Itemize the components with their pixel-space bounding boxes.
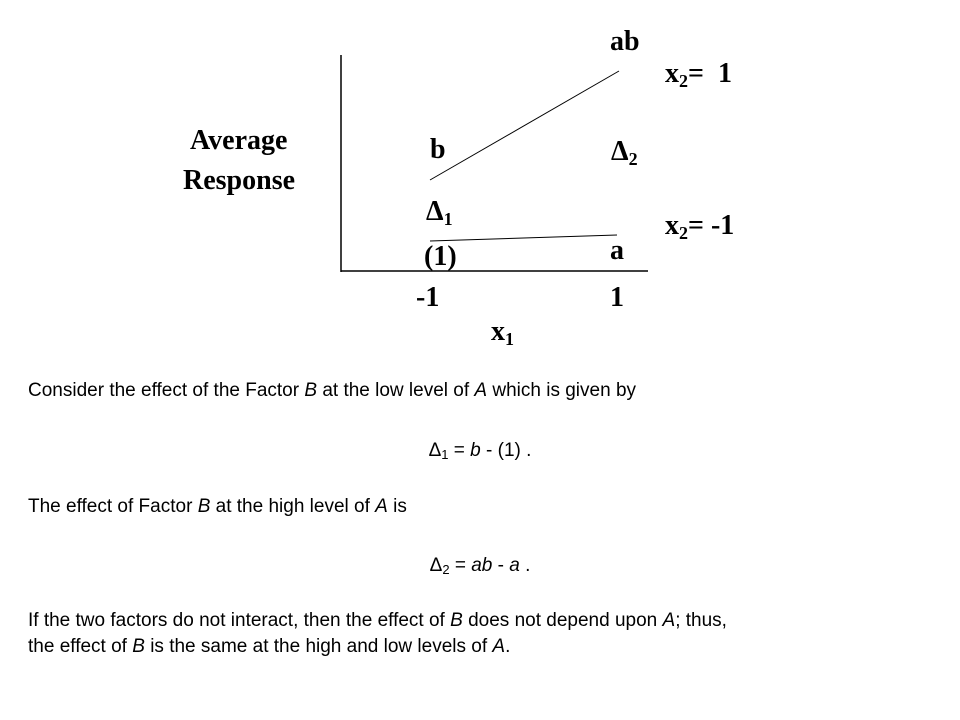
x2-var: x [665, 210, 679, 241]
p1-text: which is given by [487, 380, 637, 401]
p3-text: the effect of [28, 636, 133, 657]
x2-high-eq: = 1 [688, 58, 732, 89]
x-axis-label [491, 318, 514, 348]
eq1-eq: = [448, 440, 471, 461]
eq2-eq: = [449, 555, 472, 576]
equation-2 [0, 555, 960, 577]
delta-2-subscript: 2 [628, 149, 638, 169]
p1-factor-a: A [474, 380, 488, 401]
p3-line-1 [28, 608, 727, 634]
p2-text: at the high level of [210, 496, 376, 517]
p3-text: . [505, 636, 511, 657]
x-tick-high: 1 [610, 282, 624, 313]
p2-text: The effect of Factor [28, 496, 198, 517]
p3-text: is the same at the high and low levels of [144, 636, 493, 657]
line-x2-high [430, 71, 619, 180]
paragraph-3 [28, 608, 727, 660]
y-axis-label-line2: Response [183, 165, 296, 196]
eq1-rest: - (1) . [480, 440, 532, 461]
x-tick-low: -1 [416, 282, 440, 313]
p3-text: does not depend upon [462, 610, 663, 631]
eq1-delta: Δ [428, 440, 442, 461]
delta-1-symbol: Δ [426, 196, 444, 227]
x2-sub: 2 [679, 71, 688, 91]
eq2-sub: 2 [442, 562, 450, 577]
p2-factor-a: A [375, 496, 388, 517]
p3-line-2 [28, 634, 727, 660]
eq2-delta: Δ [429, 555, 443, 576]
x2-var: x [665, 58, 679, 89]
delta-1-subscript: 1 [443, 209, 453, 229]
eq2-minus: - [492, 555, 510, 576]
paragraph-1 [28, 378, 636, 404]
point-label-one: (1) [424, 241, 457, 272]
p1-factor-b: B [304, 380, 318, 401]
eq2-end: . [519, 555, 531, 576]
eq1-sub: 1 [441, 447, 449, 462]
series-label-x2-low [665, 212, 734, 242]
p3-text: If the two factors do not interact, then the effect of [28, 610, 451, 631]
x2-low-eq: = -1 [688, 210, 735, 241]
equation-1 [0, 440, 960, 462]
line-x2-low [430, 235, 617, 241]
delta-2-label [611, 138, 638, 168]
p2-text: is [387, 496, 407, 517]
delta-2-symbol: Δ [611, 136, 629, 167]
point-label-a: a [610, 235, 624, 266]
p1-text: Consider the effect of the Factor [28, 380, 305, 401]
p2-factor-b: B [197, 496, 211, 517]
point-label-ab: ab [610, 26, 640, 57]
delta-1-label [426, 198, 453, 228]
eq2-a: a [509, 555, 520, 576]
p3-factor-a: A [662, 610, 676, 631]
x1-var: x [491, 316, 505, 347]
x1-sub: 1 [505, 329, 514, 349]
eq1-b: b [470, 440, 481, 461]
p3-factor-b: B [132, 636, 145, 657]
paragraph-2 [28, 494, 407, 520]
p3-text: ; thus, [675, 610, 727, 631]
x2-sub: 2 [679, 223, 688, 243]
p3-factor-a: A [492, 636, 506, 657]
p3-factor-b: B [450, 610, 463, 631]
p1-text: at the low level of [317, 380, 475, 401]
point-label-b: b [430, 134, 446, 165]
eq2-ab: ab [471, 555, 493, 576]
series-label-x2-high [665, 60, 732, 90]
y-axis-label-line1: Average [190, 125, 288, 156]
